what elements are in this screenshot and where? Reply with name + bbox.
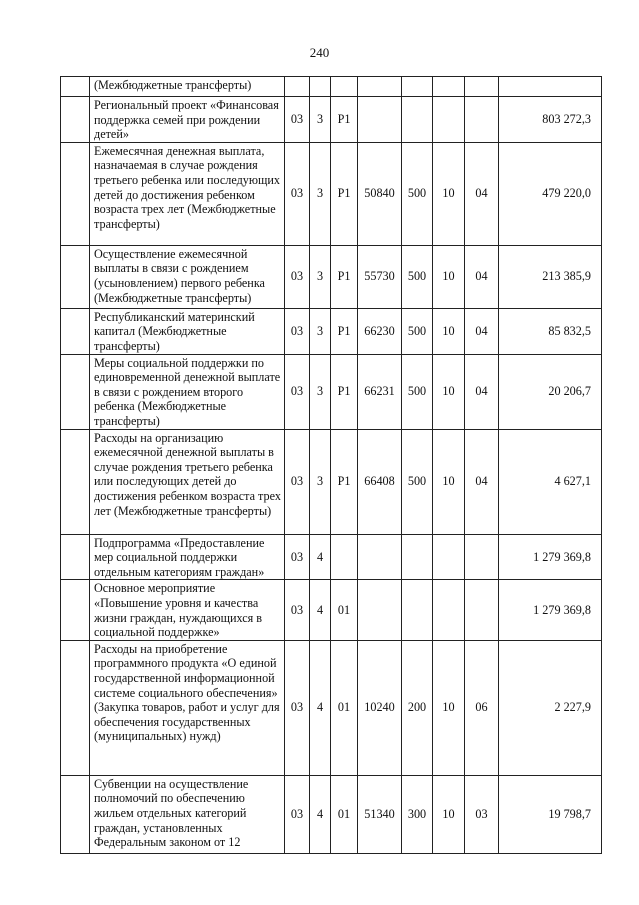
code-cell-c6: 10: [433, 245, 465, 308]
code-cell-c4: [358, 580, 402, 640]
code-cell-c2: 3: [310, 429, 331, 534]
item-name-cell: Расходы на приобретение программного продукта «О единой государственной информационной системе социального обеспечения» (Закупка товаров, работ и услуг для обеспечения государственных (муниципальных) нужд): [90, 640, 285, 775]
page-number: 240: [309, 45, 330, 60]
table-row: [61, 77, 602, 97]
code-cell-c6: [433, 97, 465, 143]
code-cell-c3: P1: [331, 354, 358, 429]
item-name-cell: Ежемесячная денежная выплата, назначаемая в случае рождения третьего ребенка или последующих детей до достижения ребенком возраста трех лет (Межбюджетные трансферты): [90, 142, 285, 245]
code-cell-c6: 10: [433, 308, 465, 354]
code-cell-c6: 10: [433, 354, 465, 429]
code-cell-c1: 03: [285, 640, 310, 775]
code-cell-c3: [331, 77, 358, 97]
code-cell-c2: 3: [310, 354, 331, 429]
code-cell-c6: [433, 580, 465, 640]
code-cell-c4: [358, 77, 402, 97]
code-cell-c4: 66231: [358, 354, 402, 429]
code-cell-c5: [402, 534, 433, 580]
code-cell-c4: [358, 534, 402, 580]
code-cell-c5: 500: [402, 245, 433, 308]
code-cell-c7: 04: [465, 142, 499, 245]
code-cell-c4: [358, 97, 402, 143]
item-name-cell: Подпрограмма «Предоставление мер социальной поддержки отдельным категориям граждан»: [90, 534, 285, 580]
item-name-cell: Осуществление ежемесячной выплаты в связи с рождением (усыновлением) первого ребенка (Межбюджетные трансферты): [90, 245, 285, 308]
code-cell-c6: 10: [433, 429, 465, 534]
code-cell-c2: 3: [310, 142, 331, 245]
row-index-cell: [61, 308, 90, 354]
budget-table: [60, 76, 602, 854]
table-row: [61, 429, 602, 534]
row-index-cell: [61, 580, 90, 640]
code-cell-c5: 300: [402, 775, 433, 853]
amount-cell: 479 220,0: [499, 142, 602, 245]
code-cell-c1: 03: [285, 354, 310, 429]
code-cell-c1: [285, 77, 310, 97]
table-row: [61, 142, 602, 245]
amount-cell: 19 798,7: [499, 775, 602, 853]
table-row: [61, 580, 602, 640]
code-cell-c4: 10240: [358, 640, 402, 775]
row-index-cell: [61, 775, 90, 853]
row-index-cell: [61, 534, 90, 580]
code-cell-c2: 3: [310, 97, 331, 143]
amount-cell: [499, 77, 602, 97]
item-name-cell: Меры социальной поддержки по единовременной денежной выплате в связи с рождением второго ребенка (Межбюджетные трансферты): [90, 354, 285, 429]
code-cell-c5: 500: [402, 308, 433, 354]
code-cell-c1: 03: [285, 97, 310, 143]
table-row: [61, 354, 602, 429]
code-cell-c5: [402, 97, 433, 143]
table-row: [61, 534, 602, 580]
code-cell-c1: 03: [285, 308, 310, 354]
code-cell-c3: 01: [331, 580, 358, 640]
amount-cell: 85 832,5: [499, 308, 602, 354]
amount-cell: 4 627,1: [499, 429, 602, 534]
table-row: [61, 640, 602, 775]
amount-cell: 213 385,9: [499, 245, 602, 308]
code-cell-c4: 55730: [358, 245, 402, 308]
code-cell-c5: 500: [402, 142, 433, 245]
code-cell-c3: P1: [331, 245, 358, 308]
code-cell-c7: [465, 97, 499, 143]
code-cell-c2: 3: [310, 245, 331, 308]
table-row: [61, 308, 602, 354]
amount-cell: 803 272,3: [499, 97, 602, 143]
code-cell-c1: 03: [285, 580, 310, 640]
table-row: [61, 245, 602, 308]
code-cell-c7: 04: [465, 429, 499, 534]
item-name-cell: Региональный проект «Финансовая поддержка семей при рождении детей»: [90, 97, 285, 143]
code-cell-c3: P1: [331, 142, 358, 245]
item-name-cell: Субвенции на осуществление полномочий по обеспечению жильем отдельных категорий граждан, установленных Федеральным законом от 12: [90, 775, 285, 853]
code-cell-c2: 4: [310, 640, 331, 775]
code-cell-c6: 10: [433, 775, 465, 853]
row-index-cell: [61, 97, 90, 143]
code-cell-c6: 10: [433, 142, 465, 245]
code-cell-c7: 04: [465, 308, 499, 354]
amount-cell: 1 279 369,8: [499, 580, 602, 640]
row-index-cell: [61, 245, 90, 308]
table-row: [61, 775, 602, 853]
row-index-cell: [61, 77, 90, 97]
code-cell-c2: 4: [310, 580, 331, 640]
code-cell-c3: P1: [331, 97, 358, 143]
row-index-cell: [61, 142, 90, 245]
item-name-cell: (Межбюджетные трансферты): [90, 77, 285, 97]
code-cell-c7: [465, 580, 499, 640]
code-cell-c3: P1: [331, 429, 358, 534]
code-cell-c7: [465, 534, 499, 580]
code-cell-c2: [310, 77, 331, 97]
code-cell-c7: [465, 77, 499, 97]
code-cell-c3: 01: [331, 775, 358, 853]
code-cell-c1: 03: [285, 142, 310, 245]
code-cell-c4: 66408: [358, 429, 402, 534]
code-cell-c5: 200: [402, 640, 433, 775]
amount-cell: 2 227,9: [499, 640, 602, 775]
row-index-cell: [61, 354, 90, 429]
code-cell-c7: 03: [465, 775, 499, 853]
code-cell-c1: 03: [285, 534, 310, 580]
code-cell-c7: 04: [465, 354, 499, 429]
code-cell-c7: 06: [465, 640, 499, 775]
code-cell-c5: [402, 580, 433, 640]
code-cell-c4: 51340: [358, 775, 402, 853]
row-index-cell: [61, 640, 90, 775]
code-cell-c6: [433, 77, 465, 97]
amount-cell: 1 279 369,8: [499, 534, 602, 580]
code-cell-c1: 03: [285, 775, 310, 853]
item-name-cell: Расходы на организацию ежемесячной денежной выплаты в случае рождения третьего ребенка или последующих детей до достижения ребенком возраста трех лет (Межбюджетные трансферты): [90, 429, 285, 534]
code-cell-c7: 04: [465, 245, 499, 308]
row-index-cell: [61, 429, 90, 534]
code-cell-c1: 03: [285, 245, 310, 308]
item-name-cell: Основное мероприятие «Повышение уровня и качества жизни граждан, нуждающихся в социальной поддержке»: [90, 580, 285, 640]
code-cell-c3: [331, 534, 358, 580]
code-cell-c6: [433, 534, 465, 580]
table-body: [61, 77, 602, 854]
code-cell-c1: 03: [285, 429, 310, 534]
code-cell-c3: 01: [331, 640, 358, 775]
code-cell-c6: 10: [433, 640, 465, 775]
item-name-cell: Республиканский материнский капитал (Межбюджетные трансферты): [90, 308, 285, 354]
code-cell-c4: 50840: [358, 142, 402, 245]
amount-cell: 20 206,7: [499, 354, 602, 429]
code-cell-c5: 500: [402, 354, 433, 429]
code-cell-c4: 66230: [358, 308, 402, 354]
code-cell-c3: P1: [331, 308, 358, 354]
code-cell-c5: [402, 77, 433, 97]
code-cell-c2: 4: [310, 775, 331, 853]
code-cell-c5: 500: [402, 429, 433, 534]
code-cell-c2: 3: [310, 308, 331, 354]
table-row: [61, 97, 602, 143]
code-cell-c2: 4: [310, 534, 331, 580]
